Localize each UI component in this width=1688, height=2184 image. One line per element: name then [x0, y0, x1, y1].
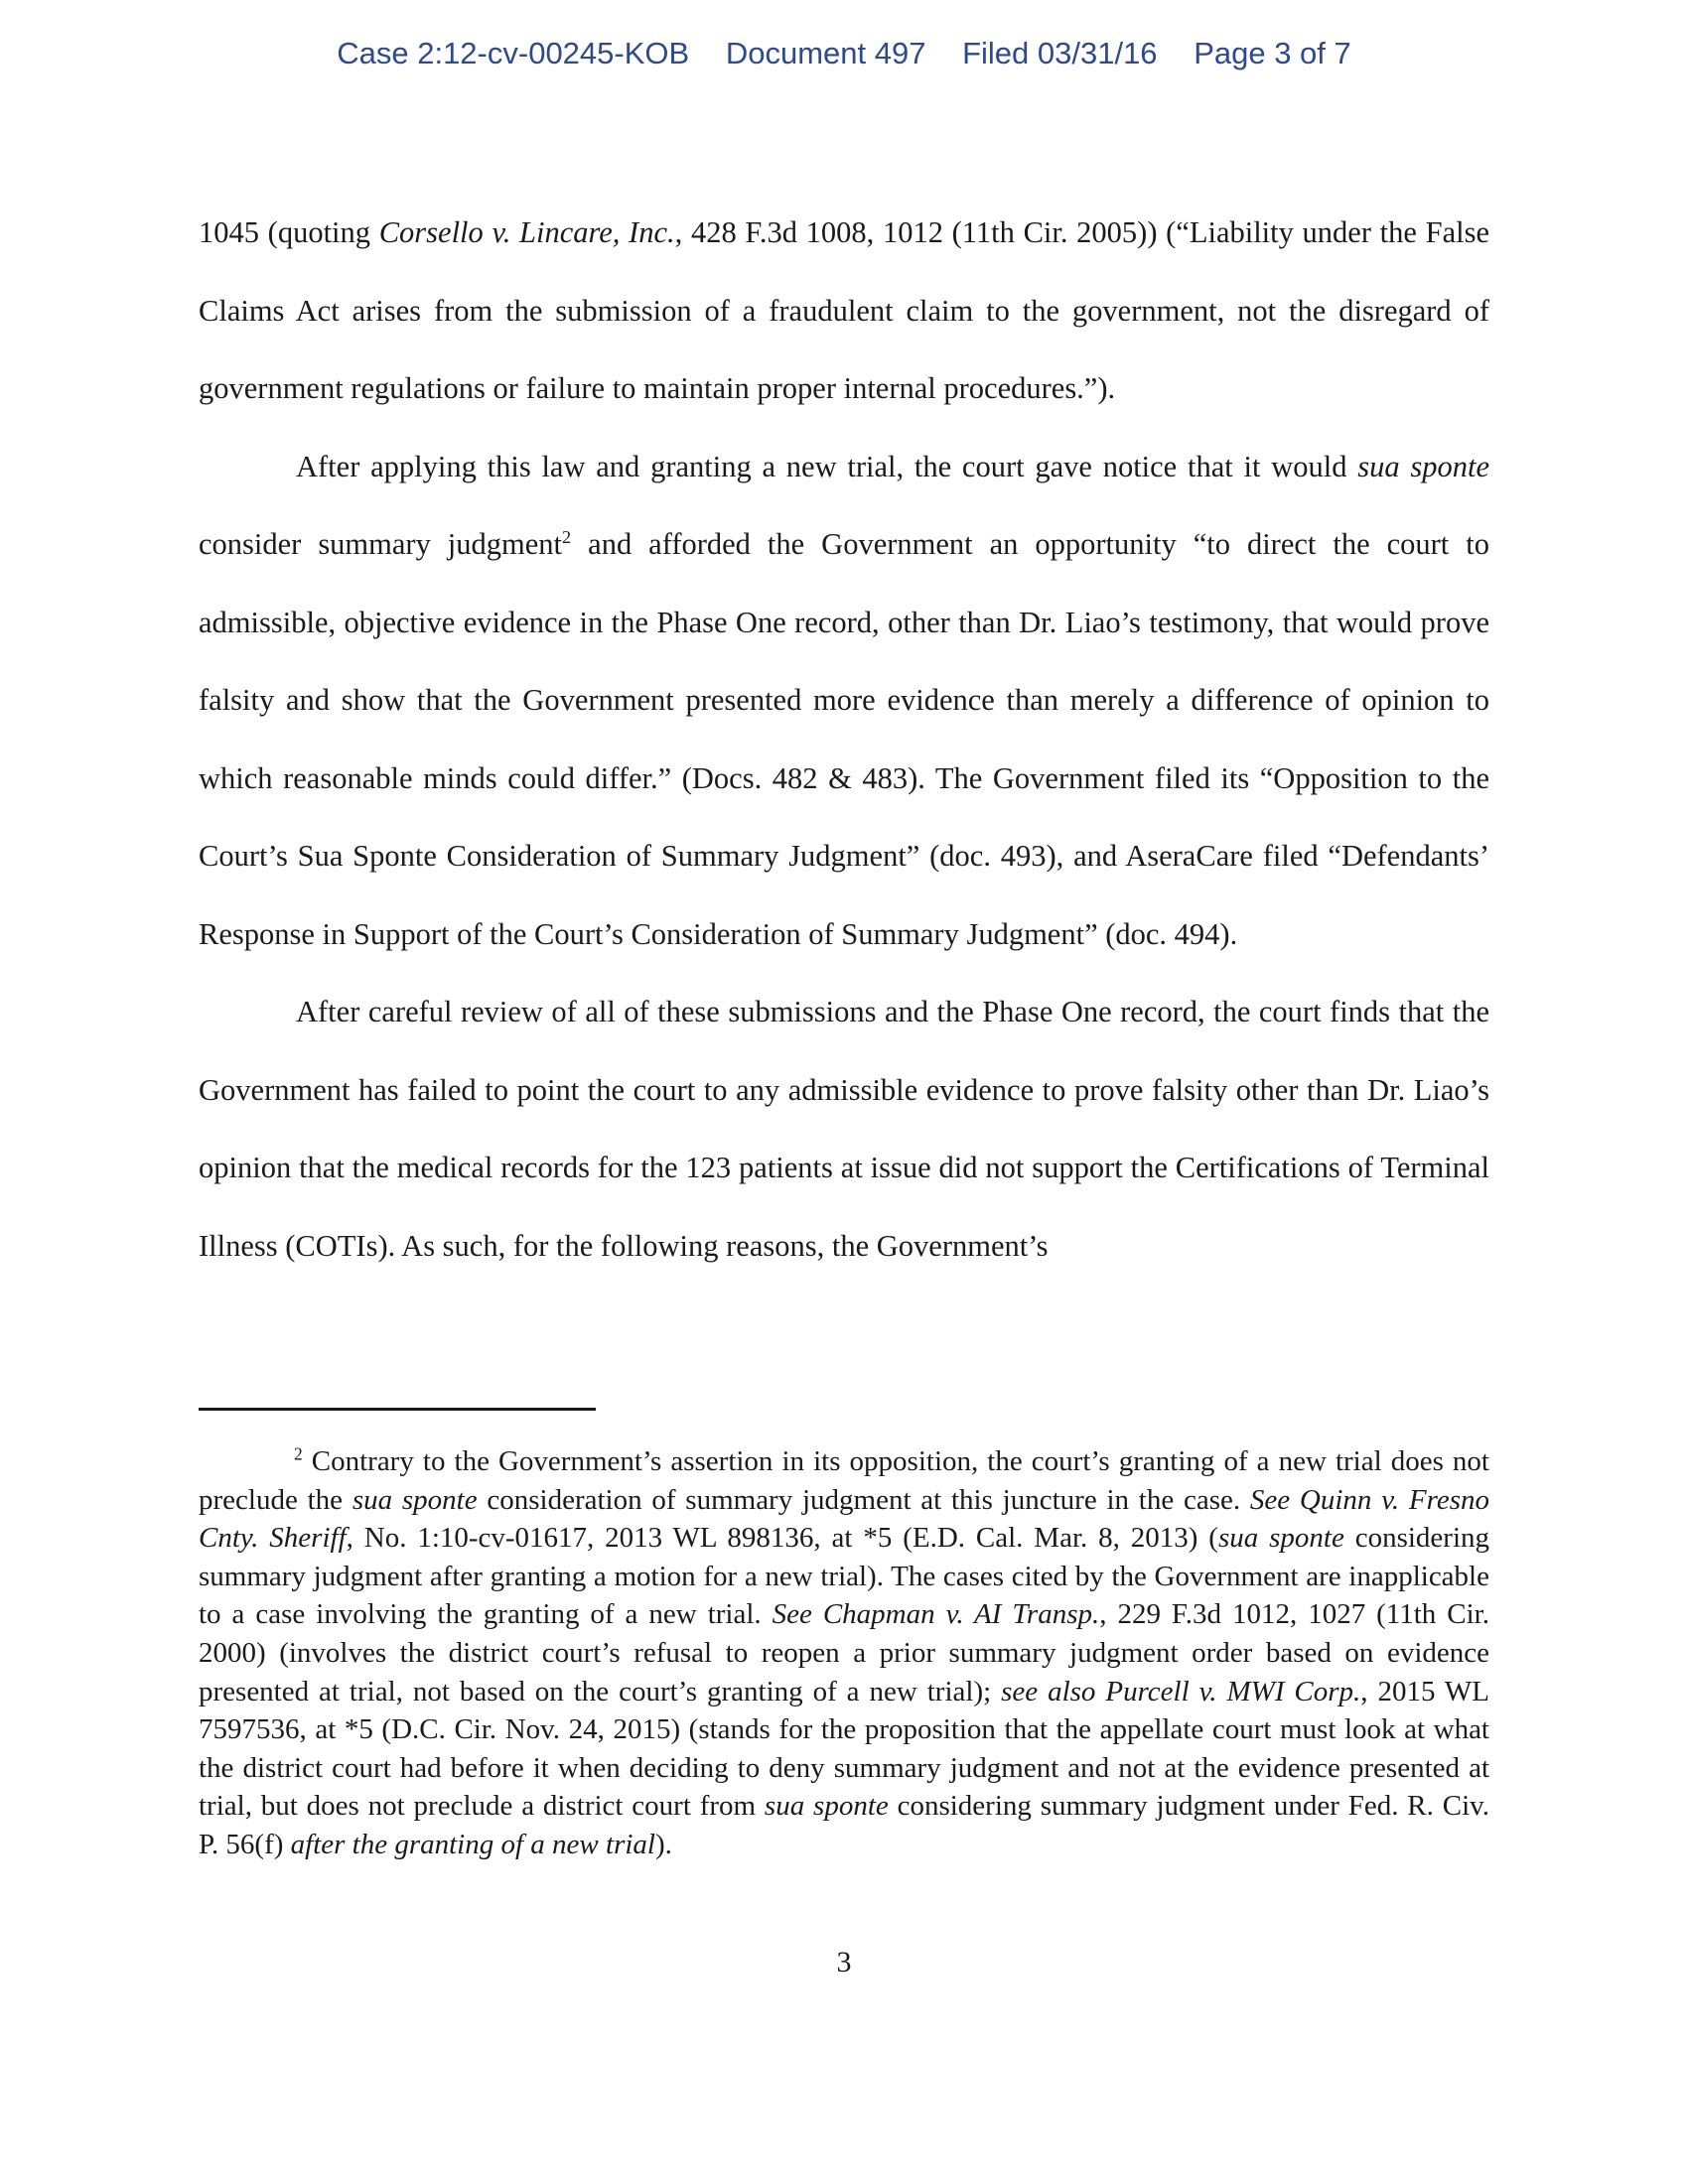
footnote-text-5: , No. 1:10-cv-01617, 2013 WL 898136, at *5 (E.D. Cal. Mar. 8, 2013) (	[346, 1522, 1218, 1555]
page-number: 3	[836, 1946, 852, 1979]
footnote-citation-quinn: See Quinn v. Fresno Cnty. Sheriff	[199, 1483, 1490, 1555]
footnote-citation-chapman: See Chapman v. AI Transp.	[772, 1598, 1100, 1631]
footnote-mark: 2	[294, 1443, 303, 1464]
paragraph-1	[199, 194, 1489, 428]
case-header	[0, 36, 1688, 71]
paragraph-1-text-c: , 428 F.3d 1008, 1012 (11th Cir. 2005)) (“Liability under the False Claims Act arises from the submission of a fraudulent claim to the government, not the disregard of government regulations or failure to maintain proper internal procedures.”).	[199, 215, 1489, 405]
footnote-reference-2: 2	[562, 526, 572, 547]
footnote-text-6: sua sponte	[1217, 1522, 1344, 1555]
footnote-text-11: , 2015 WL 7597536, at *5 (D.C. Cir. Nov. 24, 2015) (stands for the proposition that the appellate court must look at what the district court had before it when deciding to deny summary judgment and not at the evidence presented at trial, but does not preclude a district court from	[199, 1675, 1489, 1823]
footnote-text-9: , 229 F.3d 1012, 1027 (11th Cir. 2000) (involves the district court’s refusal to reopen a prior summary judgment order based on evidence presented at trial, not based on the court’s granting of a new trial);	[199, 1598, 1489, 1707]
footnote-separator	[199, 1408, 596, 1411]
page-indicator: Page 3 of 7	[1194, 36, 1351, 70]
footnote-text-1: Contrary to the Government’s assertion in its opposition, the court’s granting of a new trial does not preclude the	[199, 1445, 1489, 1516]
footnote-2	[199, 1442, 1489, 1864]
case-citation-corsello: Corsello v. Lincare, Inc.	[378, 215, 675, 249]
footnote-text-2: sua sponte	[352, 1483, 478, 1516]
document-number: Document 497	[725, 36, 926, 70]
paragraph-3	[199, 973, 1489, 1285]
case-number: Case 2:12-cv-00245-KOB	[337, 36, 690, 70]
footnote-text-13: considering summary judgment under Fed. R. Civ. P. 56(f)	[199, 1790, 1489, 1860]
paragraph-2	[199, 428, 1489, 974]
footnote-text-15: ).	[654, 1828, 672, 1860]
paragraph-1-text-a: 1045 (quoting	[199, 215, 379, 249]
paragraph-2-text-c: consider summary judgment	[199, 527, 563, 561]
paragraph-2-text-d: and afforded the Government an opportunity “to direct the court to admissible, objective evidence in the Phase One record, other than Dr. Liao’s testimony, that would prove falsity and show that the Government presented more evidence than merely a difference of opinion to which reasonable minds could differ.” (Docs. 482 & 483). The Government filed its “Opposition to the Court’s Sua Sponte Consideration of Summary Judgment” (doc. 493), and AseraCare filed “Defendants’ Response in Support of the Court’s Consideration of Summary Judgment” (doc. 494).	[199, 527, 1489, 951]
paragraph-2-text-a: After applying this law and granting a new trial, the court gave notice that it would	[296, 449, 1358, 483]
footnote-text-7: considering summary judgment after granting a motion for a new trial). The cases cited by the Government are inapplicable to a case involving the granting of a new trial.	[199, 1522, 1490, 1631]
body-text	[199, 194, 1489, 1285]
footnote-text-14: after the granting of a new trial	[290, 1828, 655, 1860]
footnote-text-12: sua sponte	[764, 1790, 889, 1823]
paragraph-3-text: After careful review of all of these submissions and the Phase One record, the court finds that the Government has failed to point the court to any admissible evidence to prove falsity other than Dr. Liao’s opinion that the medical records for the 123 patients at issue did not support the Certifications of Terminal Illness (COTIs). As such, for the following reasons, the Government’s	[199, 995, 1489, 1263]
footnote-text-3: consideration of summary judgment at this juncture in the case.	[477, 1483, 1250, 1516]
paragraph-2-sua-sponte: sua sponte	[1357, 449, 1490, 483]
footnote-citation-purcell: see also Purcell v. MWI Corp.	[1001, 1675, 1361, 1707]
filed-date: Filed 03/31/16	[962, 36, 1158, 70]
